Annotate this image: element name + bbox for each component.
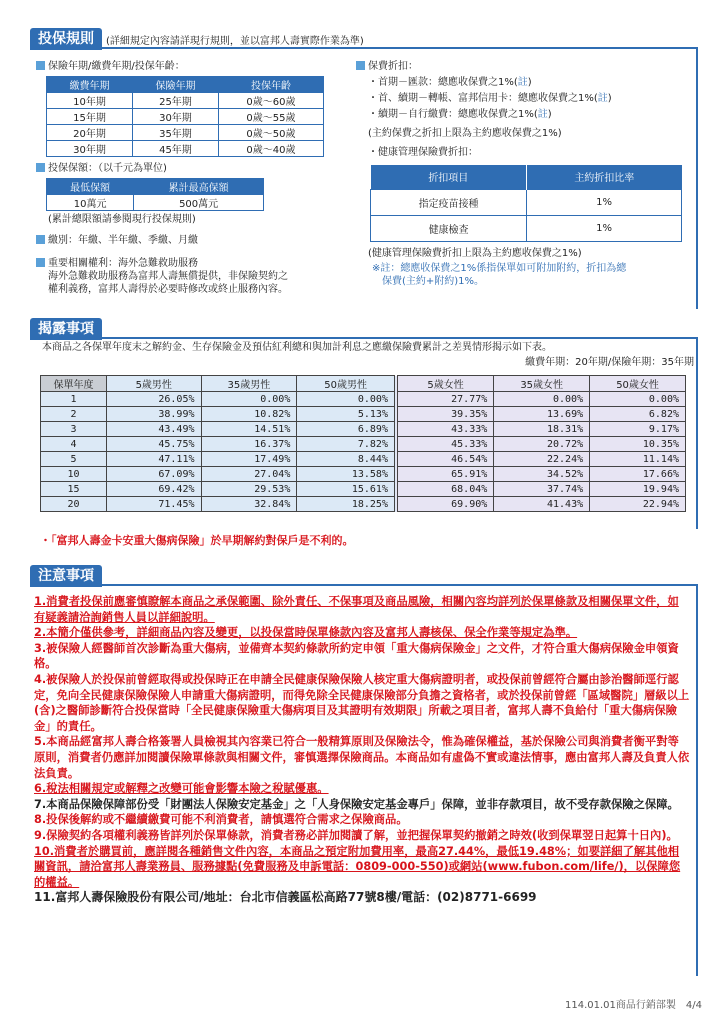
disclosure-col-header: 5歲女性 [396,376,494,392]
policy-year-cell: 1 [41,392,107,407]
rate-cell: 27.04% [201,467,297,482]
rate-cell: 8.44% [297,452,396,467]
bullet-icon [36,235,45,244]
period-header: 保險年期 [132,77,218,93]
table-cell: 20年期 [47,125,133,141]
health-header: 主約折扣比率 [527,165,682,189]
amount-title: 投保保額：（以千元為單位) [36,162,348,175]
rate-cell: 38.99% [107,407,202,422]
period-header: 投保年齡 [218,77,323,93]
discount-item: ・首期－匯款：總應收保費之1%(註) [368,77,532,88]
discount-title: 保費折扣： [356,60,690,73]
discount-item: ・首、續期－轉帳、富邦信用卡：總應收保費之1%(註) [368,93,612,104]
health-note: 保費(主約+附約)1%。 [382,275,485,287]
rights-text: 海外急難救助服務為富邦人壽無償提供，非保險契約之 [48,271,288,282]
rate-cell: 37.74% [494,482,590,497]
table-cell: 15年期 [47,109,133,125]
rate-cell: 7.82% [297,437,396,452]
health-table [370,165,682,242]
disclosure-col-header: 35歲女性 [494,376,590,392]
period-header: 繳費年期 [47,77,133,93]
table-row [47,125,324,141]
health-limit: (健康管理保險費折扣上限為主約應收保費之1%) [368,247,582,259]
table-cell: 指定疫苗接種 [371,189,527,215]
disclosure-tag: 揭露事項 [30,318,102,340]
table-cell: 500萬元 [134,195,264,211]
footer: 114.01.01商品行銷部製 4/4 [565,1000,702,1011]
disclosure-col-header: 5歲男性 [107,376,202,392]
notice-item: 3.被保險人經醫師首次診斷為重大傷病，並備齊本契約條款所約定申領「重大傷病保險金」之文件，才符合重大傷病保險金申領資格。 [34,641,679,671]
bullet-icon [356,61,365,70]
rate-cell: 10.82% [201,407,297,422]
table-cell: 35年期 [132,125,218,141]
note-link: 註 [537,109,548,120]
rate-cell: 13.69% [494,407,590,422]
policy-year-cell: 3 [41,422,107,437]
notice-item: 8.投保後解約或不繼續繳費可能不利消費者，請慎選符合需求之保險商品。 [34,813,408,827]
table-row [47,141,324,157]
disclosure-row [41,437,686,452]
disclosure-body [41,392,686,512]
table-cell: 30年期 [132,109,218,125]
rate-cell: 18.25% [297,497,396,512]
rate-cell: 43.33% [396,422,494,437]
rate-cell: 71.45% [107,497,202,512]
rules-header-line [30,47,698,49]
disclosure-col-header: 50歲女性 [590,376,686,392]
bullet-icon [36,61,45,70]
amount-header: 最低保額 [47,179,134,195]
table-cell: 45年期 [132,141,218,157]
health-title: ・健康管理保險費折扣： [368,147,478,158]
rules-note: (詳細規定內容請詳現行規則，並以富邦人壽實際作業為準) [106,36,364,47]
rate-cell: 39.35% [396,407,494,422]
policy-year-cell: 15 [41,482,107,497]
disclosure-row [41,497,686,512]
table-cell: 10萬元 [47,195,134,211]
notice-list [34,594,690,906]
policy-year-cell: 4 [41,437,107,452]
notice-item: 4.被保險人於投保前曾經取得或投保時正在申請全民健康保險保險人核定重大傷病證明者，或投保前曾經符合屬由診治醫師逕行認定，免向全民健康保險保險人申請重大傷病證明，而得免除全民健康保險部分負擔之資格者，或於投保前曾經「區域醫院」層級以上(含)之醫師診斷符合投保當時「全民健康保險重大傷病項目及其證明有效期限」所載之項目者，富邦人壽不負給付「重大傷病保險金」的責任。 [34,672,690,733]
rate-cell: 22.24% [494,452,590,467]
rights-text: 權利義務，富邦人壽得於必要時修改或終止服務內容。 [48,284,288,295]
table-cell: 30年期 [47,141,133,157]
rate-cell: 14.51% [201,422,297,437]
disclosure-col-header: 保單年度 [41,376,107,392]
table-cell: 0歲～60歲 [218,93,323,109]
rate-cell: 43.49% [107,422,202,437]
disclosure-panel-border [696,337,698,529]
rules-left-column [36,60,348,296]
rules-right-column [356,60,690,288]
rate-cell: 46.54% [396,452,494,467]
rate-cell: 29.53% [201,482,297,497]
disclosure-header-row [41,376,686,392]
bullet-icon [36,163,45,172]
notice-item: 5.本商品經富邦人壽合格簽署人員檢視其內容業已符合一般精算原則及保險法令，惟為確保權益，基於保險公司與消費者衡平對等原則，消費者仍應詳加閱讀保險單條款與相關文件，審慎選擇保險商品。本商品如有虛偽不實或違法情事，應由富邦人壽及負責人依法負責。 [34,735,690,780]
rate-cell: 0.00% [297,392,396,407]
disclosure-row [41,422,686,437]
rules-panel-border [696,47,698,309]
rate-cell: 5.13% [297,407,396,422]
period-table [46,76,324,157]
rate-cell: 69.42% [107,482,202,497]
rights-title: 重要相關權利：海外急難救助服務 [36,257,348,270]
policy-year-cell: 5 [41,452,107,467]
disclosure-row [41,452,686,467]
rate-cell: 45.75% [107,437,202,452]
rate-cell: 41.43% [494,497,590,512]
health-note: ※註：總應收保費之1%係指保單如可附加附約，折扣為總 [372,262,627,274]
discount-limit: (主約保費之折扣上限為主約應收保費之1%) [368,128,562,139]
table-row [371,215,682,241]
disclosure-row [41,392,686,407]
rate-cell: 0.00% [201,392,297,407]
rate-cell: 26.05% [107,392,202,407]
rate-cell: 67.09% [107,467,202,482]
payment-modes: 繳別：年繳、半年繳、季繳、月繳 [36,234,348,247]
notice-item: 11.富邦人壽保險股份有限公司/地址：台北市信義區松高路77號8樓/電話：(02)8771-6699 [34,890,537,905]
table-cell: 0歲～50歲 [218,125,323,141]
rate-cell: 47.11% [107,452,202,467]
disclosure-warning: ・「富邦人壽金卡安重大傷病保險」於早期解約對保戶是不利的。 [40,534,354,547]
rate-cell: 27.77% [396,392,494,407]
rate-cell: 0.00% [590,392,686,407]
table-cell: 1% [527,215,682,241]
rules-tag: 投保規則 [30,28,102,50]
rate-cell: 17.49% [201,452,297,467]
rate-cell: 11.14% [590,452,686,467]
table-cell: 10年期 [47,93,133,109]
notice-item: 9.保險契約各項權利義務皆詳列於保單條款，消費者務必詳加閱讀了解，並把握保單契約撤銷之時效(收到保單翌日起算十日內)。 [34,828,678,842]
table-row [47,93,324,109]
policy-year-cell: 20 [41,497,107,512]
disclosure-row [41,407,686,422]
notice-item: 2.本簡介僅供參考，詳細商品內容及變更，以投保當時保單條款內容及富邦人壽核保、保全作業等規定為準。 [34,626,578,640]
notice-item: 6.稅法相關規定或解釋之改變可能會影響本險之稅賦優惠。 [34,782,329,796]
rate-cell: 34.52% [494,467,590,482]
rate-cell: 20.72% [494,437,590,452]
amount-header: 累計最高保額 [134,179,264,195]
policy-year-cell: 2 [41,407,107,422]
rate-cell: 13.58% [297,467,396,482]
notice-panel-border [696,584,698,976]
rate-cell: 22.94% [590,497,686,512]
notice-item: 7.本商品保險保障部份受「財團法人保險安定基金」之「人身保險安定基金專戶」保障，並非存款項目，故不受存款保險之保障。 [34,797,679,811]
period-title: 保險年期/繳費年期/投保年齡： [36,60,348,73]
table-row [371,189,682,215]
table-row [47,109,324,125]
disclosure-row [41,467,686,482]
table-cell: 0歲～55歲 [218,109,323,125]
rate-cell: 6.82% [590,407,686,422]
notice-item: 10.消費者於購買前，應詳閱各種銷售文件內容，本商品之預定附加費用率，最高27.44%，最低19.48%；如要詳細了解其他相關資訊，請洽富邦人壽業務員、服務據點(免費服務及申訴電話：0809-000-550)或網站(www.fubon.com/life/)，以保障您的權益。 [34,844,681,889]
disclosure-col-header: 50歲男性 [297,376,396,392]
disclosure-sub: 繳費年期：20年期/保險年期：35年期 [525,357,694,368]
notice-tag: 注意事項 [30,565,102,587]
rate-cell: 9.17% [590,422,686,437]
rate-cell: 19.94% [590,482,686,497]
policy-year-cell: 10 [41,467,107,482]
rate-cell: 16.37% [201,437,297,452]
rate-cell: 18.31% [494,422,590,437]
table-cell: 0歲～40歲 [218,141,323,157]
bullet-icon [36,258,45,267]
table-cell: 1% [527,189,682,215]
rate-cell: 17.66% [590,467,686,482]
amount-table [46,178,264,211]
table-cell: 25年期 [132,93,218,109]
amount-note: (累計總限額請參閱現行投保規則) [48,214,196,225]
rate-cell: 0.00% [494,392,590,407]
notice-item: 1.消費者投保前應審慎瞭解本商品之承保範圍、除外責任、不保事項及商品風險，相關內容均詳列於保單條款及相關保單文件，如有疑義請洽詢銷售人員以詳細說明。 [34,595,679,624]
table-cell: 健康檢查 [371,215,527,241]
note-link: 註 [517,77,528,88]
rate-cell: 6.89% [297,422,396,437]
table-row [47,195,264,211]
disclosure-table [40,375,686,512]
discount-item: ・續期－自行繳費：總應收保費之1%(註) [368,109,552,120]
rate-cell: 69.90% [396,497,494,512]
rate-cell: 10.35% [590,437,686,452]
disclosure-intro: 本商品之各保單年度末之解約金、生存保險金及預估紅利總和與加計利息之應繳保險費累計之差異情形揭示如下表。 [42,342,552,353]
rate-cell: 32.84% [201,497,297,512]
rate-cell: 45.33% [396,437,494,452]
note-link: 註 [597,93,608,104]
disclosure-header-line [30,337,698,339]
disclosure-row [41,482,686,497]
notice-header-line [30,584,698,586]
rate-cell: 15.61% [297,482,396,497]
health-header: 折扣項目 [371,165,527,189]
rate-cell: 68.04% [396,482,494,497]
disclosure-col-header: 35歲男性 [201,376,297,392]
rate-cell: 65.91% [396,467,494,482]
